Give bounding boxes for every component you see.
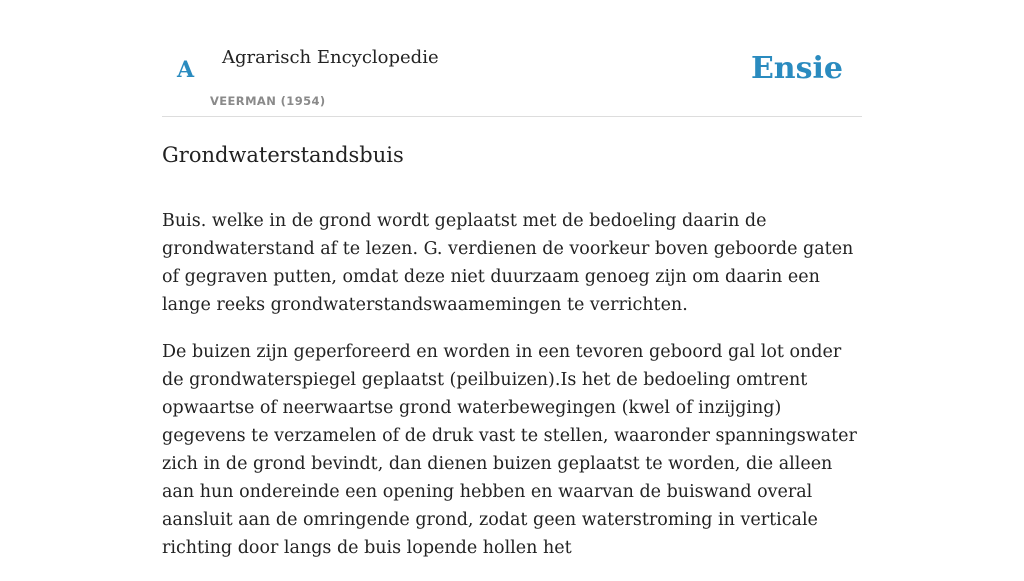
source-logo-letter[interactable]: A <box>177 57 195 83</box>
article-title: Grondwaterstandsbuis <box>162 143 404 167</box>
source-header <box>162 0 862 117</box>
source-author-year: VEERMAN (1954) <box>210 94 326 108</box>
source-title-link[interactable]: Agrarisch Encyclopedie <box>222 47 439 68</box>
article-paragraph: De buizen zijn geperforeerd en worden in een tevoren geboord gal lot onder de grondwaterspiegel geplaatst (peilbuizen).Is het de bedoeling omtrent opwaartse of neerwaartse grond waterbewegingen (kwel of inzijging) gegevens te verzamelen of de druk vast te stellen, waaronder spanningswater zich in de grond bevindt, dan dienen buizen geplaatst te worden, die alleen aan hun ondereinde een opening hebben en waarvan de buiswand overal aansluit aan de omringende grond, zodat geen waterstroming in verticale richting door langs de buis lopende hollen het <box>162 342 857 558</box>
ensie-brand-logo[interactable]: Ensie <box>750 51 843 86</box>
article-body <box>162 207 862 562</box>
article <box>162 140 862 581</box>
article-paragraph: Buis. welke in de grond wordt geplaatst met de bedoeling daarin de grondwaterstand af te lezen. G. verdienen de voorkeur boven geboorde gaten of gegraven putten, omdat deze niet duurzaam genoeg zijn om daarin een lange reeks grondwaterstandswaamemingen te verrichten. <box>162 211 854 315</box>
